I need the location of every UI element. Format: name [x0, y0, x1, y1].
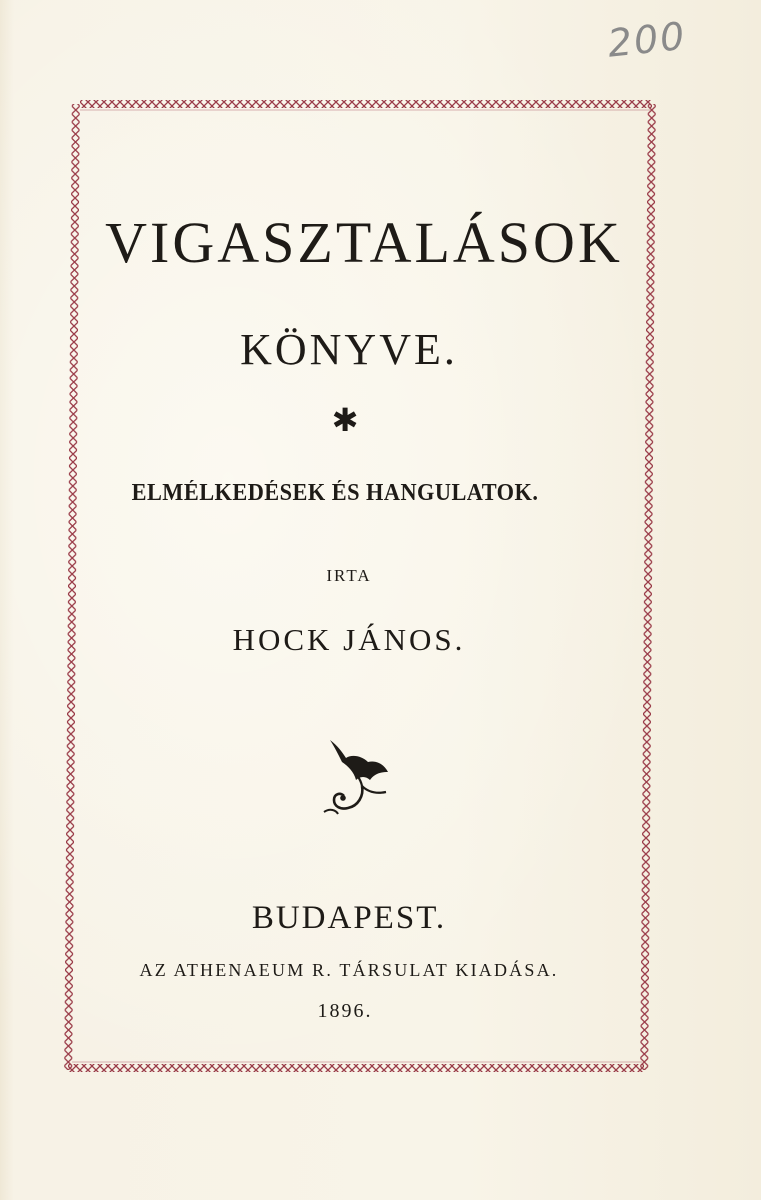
byline-label: IRTA — [326, 566, 372, 585]
imprint-city: BUDAPEST. — [251, 900, 447, 936]
star-separator: ✱ — [331, 401, 359, 439]
imprint-year: 1896. — [317, 1000, 373, 1022]
title-line-2: KÖNYVE. — [240, 325, 458, 374]
handwritten-price-note — [604, 12, 720, 72]
title-line-1: VIGASZTALÁSOK — [105, 210, 623, 275]
leaf-flourish-icon — [322, 736, 394, 818]
imprint-publisher: AZ ATHENAEUM R. TÁRSULAT KIADÁSA. — [139, 960, 559, 980]
handwritten-note-text: 200 — [605, 13, 689, 66]
author-name: HOCK JÁNOS. — [232, 622, 466, 657]
subtitle: ELMÉLKEDÉSEK ÉS HANGULATOK. — [131, 480, 539, 506]
